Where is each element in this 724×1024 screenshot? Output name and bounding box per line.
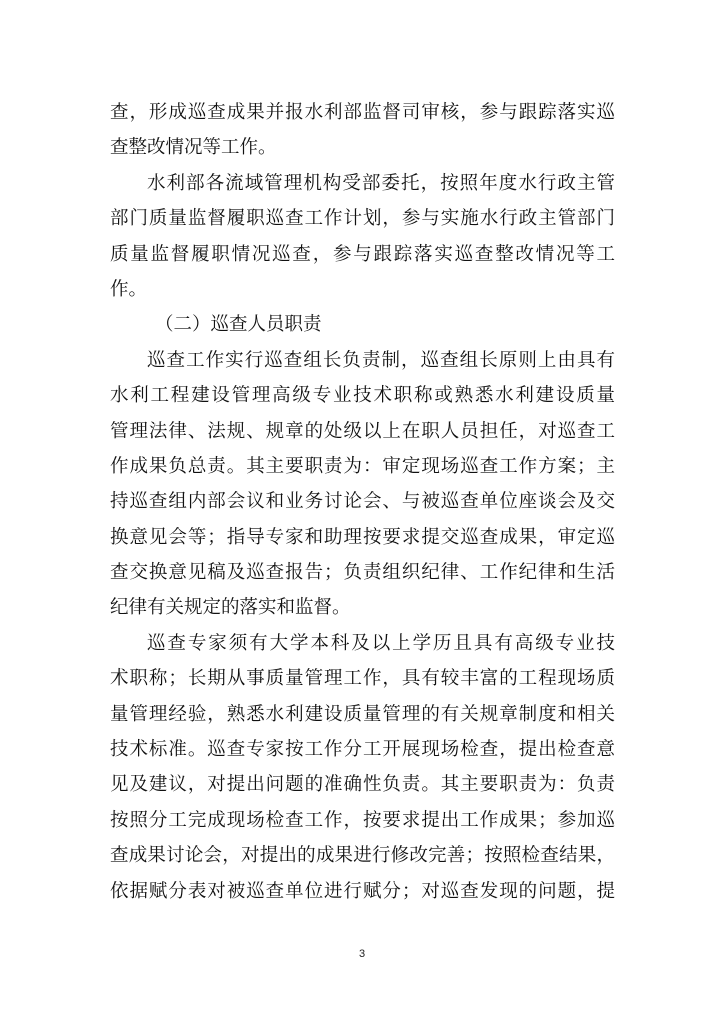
text-line: 水利工程建设管理高级专业技术职称或熟悉水利建设质量	[110, 385, 615, 407]
text-line: 巡查工作实行巡查组长负责制，巡查组长原则上由具有	[147, 349, 615, 371]
text-line: 量管理经验，熟悉水利建设质量管理的有关规章制度和相关	[110, 703, 615, 725]
text-line: 见及建议，对提出问题的准确性负责。其主要职责为：负责	[110, 774, 615, 796]
page-number: 3	[358, 948, 366, 960]
text-line: 部门质量监督履职巡查工作计划，参与实施水行政主管部门	[110, 208, 615, 230]
text-line: 依据赋分表对被巡查单位进行赋分；对巡查发现的问题，提	[110, 880, 615, 902]
text-line: 换意见会等；指导专家和助理按要求提交巡查成果，审定巡	[110, 526, 615, 548]
text-line: 查交换意见稿及巡查报告；负责组织纪律、工作纪律和生活	[110, 562, 615, 584]
text-line: 技术标准。巡查专家按工作分工开展现场检查，提出检查意	[110, 739, 615, 761]
text-line: 持巡查组内部会议和业务讨论会、与被巡查单位座谈会及交	[110, 491, 615, 513]
section-heading: （二）巡查人员职责	[155, 314, 322, 336]
paragraph	[110, 95, 615, 166]
text-line: 按照分工完成现场检查工作，按要求提出工作成果；参加巡	[110, 809, 615, 831]
text-line: 查，形成巡查成果并报水利部监督司审核，参与跟踪落实巡	[110, 102, 615, 123]
text-line: 水利部各流域管理机构受部委托，按照年度水行政主管	[147, 172, 615, 194]
paragraph	[110, 626, 615, 909]
text-line: 查整改情况等工作。	[110, 137, 277, 159]
text-line: 作成果负总责。其主要职责为：审定现场巡查工作方案；主	[110, 455, 615, 477]
paragraph	[110, 343, 615, 626]
text-line: 术职称；长期从事质量管理工作，具有较丰富的工程现场质	[110, 668, 615, 690]
text-line: 作。	[110, 278, 148, 300]
text-line: 管理法律、法规、规章的处级以上在职人员担任，对巡查工	[110, 420, 615, 442]
document-body	[110, 95, 615, 909]
text-line: 纪律有关规定的落实和监督。	[110, 597, 351, 619]
text-line: 查成果讨论会，对提出的成果进行修改完善；按照检查结果，	[110, 845, 615, 867]
text-line: 质量监督履职情况巡查，参与跟踪落实巡查整改情况等工	[110, 243, 615, 265]
paragraph	[110, 166, 615, 308]
text-line: 巡查专家须有大学本科及以上学历且具有高级专业技	[147, 632, 615, 654]
